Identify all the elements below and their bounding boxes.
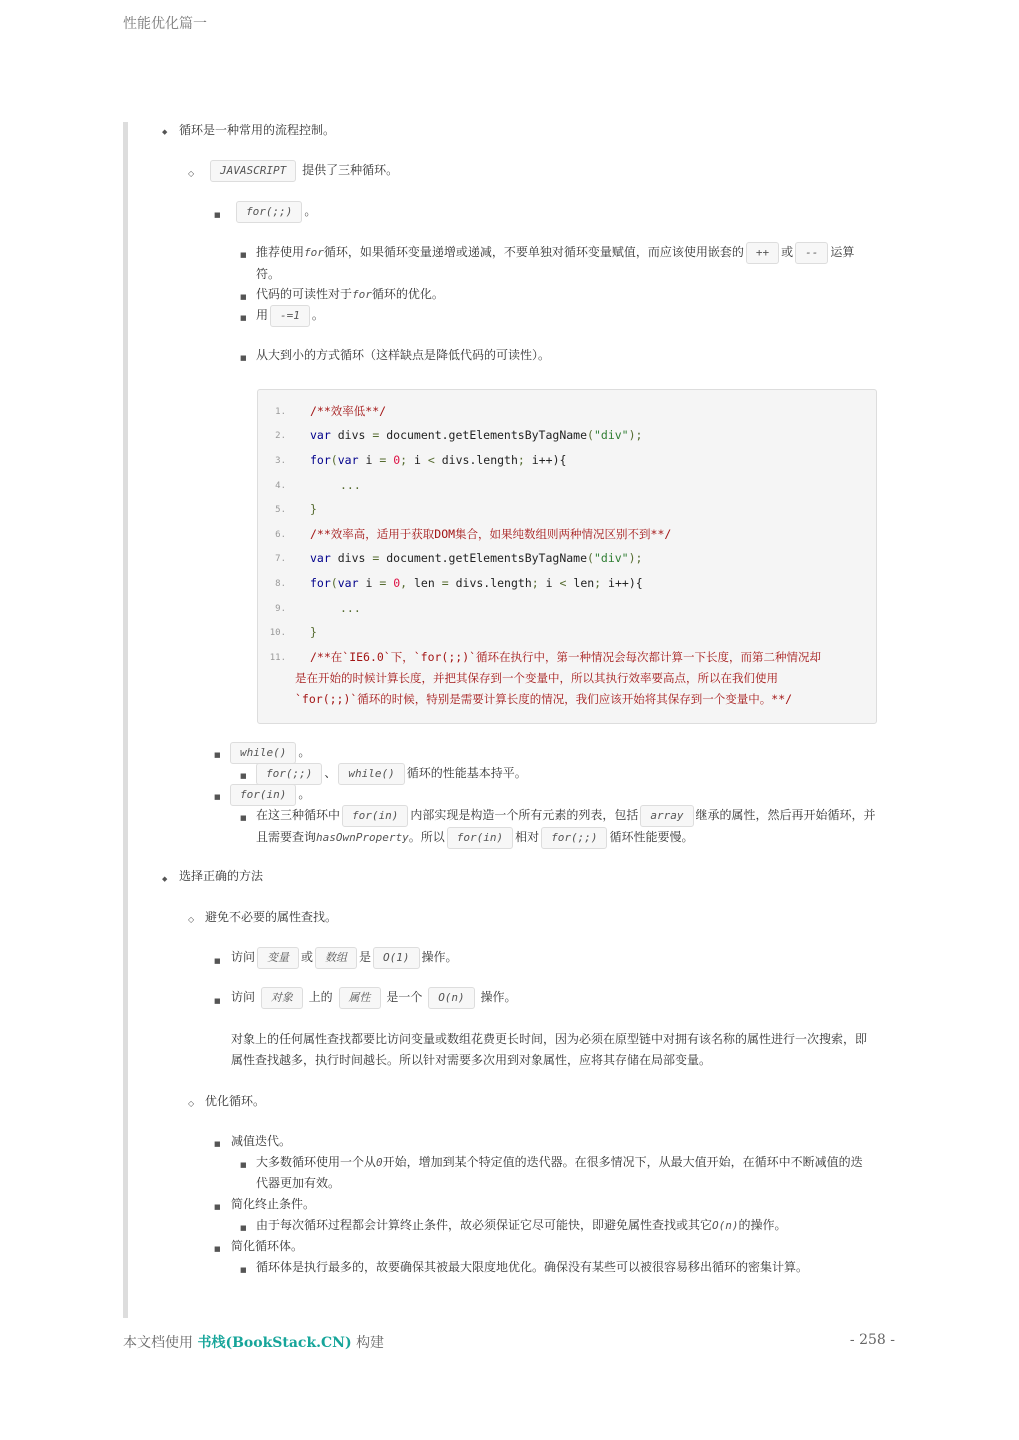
code-line: /**效率高，适用于获取DOM集合，如果纯数组则两种情况区别不到**/ [310,527,672,541]
list-item-readability: 代码的可读性对于for循环的优化。 [256,287,444,301]
bullet-icon [240,306,247,328]
code-line: /**效率低**/ [310,404,387,418]
list-item-forin: for(in) 。 [228,784,310,806]
bullet-icon [240,1216,247,1238]
line-number: 9. [275,604,286,614]
list-item-simp-body: 简化循环体。 [231,1239,304,1253]
inline-code: JAVASCRIPT [210,160,296,182]
bullet-icon [240,764,247,786]
line-number: 2. [275,431,286,441]
line-number: 8. [275,579,286,589]
bullet-icon [214,785,221,807]
line-number: 10. [269,628,286,638]
bullet-icon [162,867,167,889]
inline-code: array [640,805,693,827]
code-line: 是在开始的时候计算长度，并把其保存到一个变量中，所以其执行效率要高点，所以在我们使用 [295,671,778,685]
code-line: for(var i = 0; i < divs.length; i++){ [310,453,567,467]
bullet-icon [240,243,247,265]
code-line: var divs = document.getElementsByTagName("div"); [310,428,643,442]
line-number: 6. [275,530,286,540]
list-item-simp-body-detail: 循环体是执行最多的，故要确保其被最大限度地优化。确保没有某些可以被很容易移出循环的密集计算。 [256,1260,809,1274]
code-line: `for(;;)`循环的时候，特别是需要计算长度的情况，我们应该开始将其保存到一个变量中。**/ [295,692,793,706]
bullet-icon [188,162,194,184]
list-item-visit-obj: 访问 对象 上的 属性 是一个 O(n) 操作。 [231,987,517,1009]
bullet-icon [214,743,221,765]
list-item-opt-loop: 优化循环。 [205,1094,266,1108]
list-item-while: while() 。 [228,742,310,764]
line-number: 1. [275,407,286,417]
line-number: 3. [275,456,286,466]
code-line: var divs = document.getElementsByTagName("div"); [310,551,643,565]
bullet-icon [188,908,194,930]
line-number: 11. [269,653,286,663]
bullet-icon [214,1237,221,1259]
code-line: for(var i = 0, len = divs.length; i < len; i++){ [310,576,643,590]
list-item-simp-end: 简化终止条件。 [231,1197,316,1211]
inline-code: while() [230,742,296,764]
code-line: } [310,502,317,516]
inline-code: for(;;) [236,201,302,223]
inline-code: for(;;) [541,827,607,849]
inline-code: for(;;) [256,763,322,785]
bullet-icon [240,1153,247,1175]
inline-code: 数组 [315,947,357,969]
inline-code: for(in) [342,805,408,827]
line-number: 5. [275,505,286,515]
page-header-title: 性能优化篇一 [123,16,207,32]
code-line: /**在`IE6.0`下，`for(;;)`循环在执行中，第一种情况会每次都计算一下长度，而第二种情况却 [310,650,822,664]
inline-code: while() [338,763,404,785]
code-block [257,389,877,724]
list-item-avoid: 避免不必要的属性查找。 [205,910,338,924]
list-item-js [208,160,398,182]
bullet-icon [214,1195,221,1217]
list-item-forin-detail: 在这三种循环中 for(in) 内部实现是构造一个所有元素的列表，包括 array 继承的属性，然后再开始循环，并且需要查询hasOwnProperty。所以 for(in) 相对 for(;;) 循环性能要慢。 [256,805,876,849]
list-item-while-perf: for(;;) 、 while() 循环的性能基本持平。 [254,763,527,785]
code-line: ... [340,478,361,492]
list-item-method: 选择正确的方法 [179,869,264,883]
bullet-icon [214,949,221,971]
list-item-visit-var: 访问 变量 或 数组 是 O(1) 操作。 [231,947,458,969]
bookstack-link[interactable]: 书栈(BookStack.CN) [197,1335,352,1351]
inline-code: 变量 [257,947,299,969]
list-item-loop: 循环是一种常用的流程控制。 [179,123,336,137]
inline-code: for(in) [447,827,513,849]
inline-code: O(n) [428,987,475,1009]
page-number: - 258 - [849,1332,895,1348]
paragraph-property-lookup: 对象上的任何属性查找都要比访问变量或数组花费更长时间，因为必须在原型链中对拥有该名称的属性进行一次搜索，即属性查找越多，执行时间越长。所以针对需要多次用到对象属性，应将其存储在局部变量。 [231,1032,868,1067]
bullet-icon [188,1092,194,1114]
inline-code: 属性 [339,987,381,1009]
inline-code: for(in) [230,784,296,806]
blockquote-bar [123,122,128,1318]
list-item-simp-end-detail: 由于每次循环过程都会计算终止条件，故必须保证它尽可能快，即避免属性查找或其它O(n)的操作。 [256,1218,787,1232]
line-number: 7. [275,554,286,564]
bullet-icon [240,285,247,307]
list-item-reverse: 从大到小的方式循环（这样缺点是降低代码的可读性）。 [256,348,551,362]
bullet-icon [162,120,167,142]
inline-code: -- [795,242,828,264]
bullet-icon [214,989,221,1011]
inline-code: 对象 [261,987,303,1009]
bullet-icon [214,203,221,225]
code-line: ... [340,601,361,615]
footer-credit: 本文档使用 书栈(BookStack.CN) 构建 [123,1335,385,1351]
code-line: } [310,625,317,639]
bullet-icon [240,1258,247,1280]
list-item-dec-iter: 减值迭代。 [231,1134,292,1148]
inline-code: ++ [746,242,779,264]
inline-code: -=1 [270,305,310,327]
bullet-icon [240,346,247,368]
text: 提供了三种循环。 [302,163,399,177]
bullet-icon [214,1132,221,1154]
list-item-minus: 用 -=1 。 [256,305,324,327]
line-number: 4. [275,481,286,491]
list-item-recommend: 推荐使用for循环，如果循环变量递增或递减，不要单独对循环变量赋值，而应该使用嵌套的 ++ 或 -- 运算符。 [256,242,868,284]
inline-code: O(1) [373,947,420,969]
bullet-icon [240,806,247,828]
list-item-for: for(;;) 。 [234,201,316,223]
list-item-dec-detail: 大多数循环使用一个从0开始，增加到某个特定值的迭代器。在很多情况下，从最大值开始，在循环中不断减值的迭代器更加有效。 [256,1155,863,1190]
